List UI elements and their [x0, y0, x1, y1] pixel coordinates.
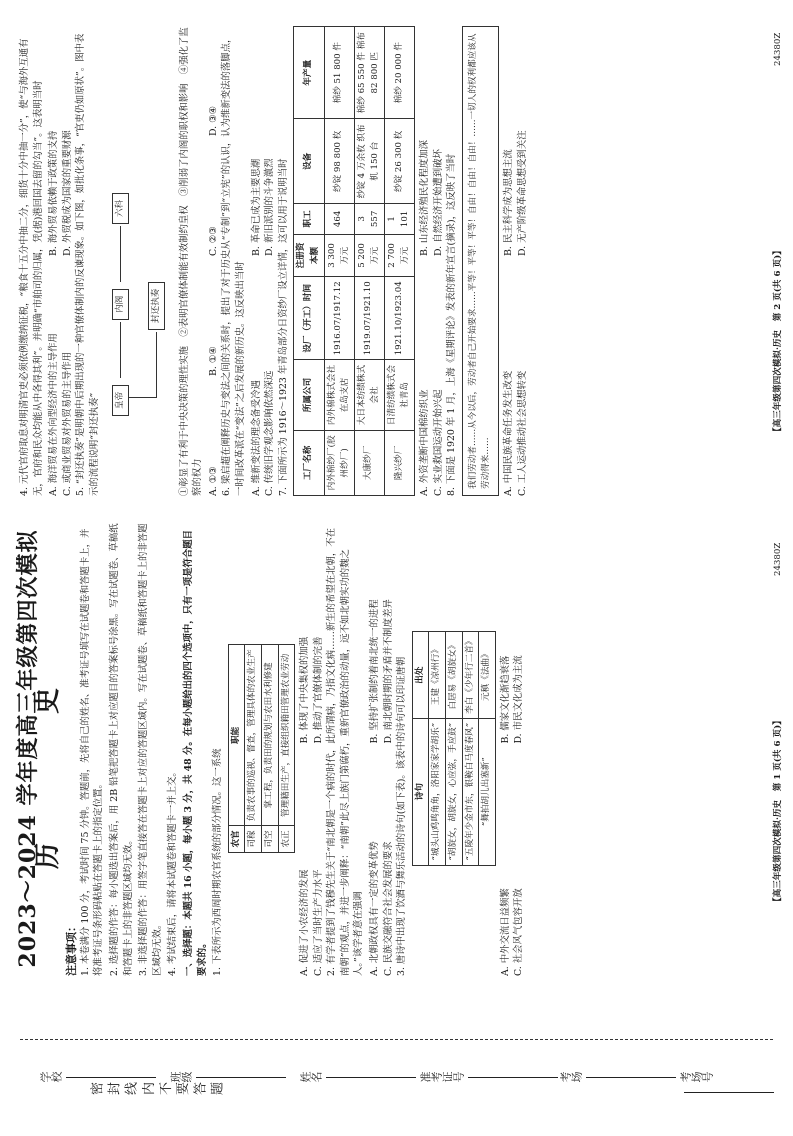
option-c[interactable]: C. 工人运动推动社会思想转变 — [516, 370, 528, 496]
table-header: 农官 — [228, 826, 245, 852]
option-c[interactable]: C. 社会风气包容开放 — [513, 888, 525, 976]
table-row — [479, 632, 496, 865]
q2-stem: 2. 有学者提到了钱穆先生关于“南北朝是一个病的时代，此所谓病，乃指文化病……新生的希望在北朝，不在南朝”的观点，并进一步阐释：“南朝”此尽上族门第腐朽，重新官僚政治的动量，远不如北朝实功的魏之人。”该学者意在强调 — [326, 528, 365, 976]
option-c[interactable]: C. 实业救国运动开始兴起 — [432, 389, 444, 496]
option-d[interactable]: D. 南北朝时期的矛盾并不制度差异 — [382, 599, 394, 744]
field-school[interactable] — [40, 1070, 156, 1130]
option-b[interactable]: B. 海外贸易依赖于政策的支持 — [48, 130, 60, 256]
option-a[interactable]: A. 海洋贸易在外向型经济中的主导作用 — [48, 333, 60, 496]
option-b[interactable]: B. 革命已成为主要思潮 — [250, 158, 262, 256]
field-label: 姓名 — [300, 1071, 322, 1084]
q1-stem: 1. 下表所示为西周时期农官系统的部分情况。这一系统 — [212, 748, 224, 976]
q5-choices: ①彰显了有利于中央决策的理性实施 ②表明官僚体制能有效制约皇权 ③削弱了内阁的职权和影响 ④强化了监察的权力 — [178, 27, 204, 496]
table-cell: 大日本纺绩株式会社 — [354, 360, 384, 430]
table-cell: 隆兴纱厂 — [384, 430, 414, 495]
note-item: 4. 考试结束后，请将本试题卷和答题卡一并上交。 — [167, 767, 179, 976]
table-cell: 内外棉纱厂(胶州纱厂) — [324, 430, 354, 495]
q8-options — [502, 26, 529, 496]
fold-char: 题 — [209, 1083, 223, 1098]
field-label: 考场 — [560, 1071, 582, 1084]
option-d[interactable]: D. 市民文化成为主流 — [513, 655, 525, 744]
note-item: 3. 非选择题的作答：用签字笔直接答在答题卡上对应的答题区域内。写在试题卷、草稿纸和答题卡上的非答题区域均无效。 — [138, 523, 163, 976]
table-header: 所属公司 — [294, 360, 324, 430]
option-d[interactable]: D. ③④ — [207, 106, 219, 136]
table-row — [384, 27, 414, 496]
table-header: 年产量 — [294, 27, 324, 119]
q3-stem: 3. 唐诗中出现了饮酒与舞乐活动的诗句(如下表)。该表中的诗句可以印证唐朝 — [396, 656, 408, 976]
option-a[interactable]: A. 促进了小农经济的发展 — [299, 869, 311, 976]
page-2-code: 24380Z — [773, 32, 783, 66]
q7-options — [418, 26, 445, 496]
table-row — [354, 27, 384, 496]
option-a[interactable]: A. 维新变法的理念备受冷遇 — [250, 380, 262, 496]
fold-line — [20, 1039, 773, 1040]
q6-stem: 6. 梁启超在阐释历史与变法之间的关系时，提出了对于历史从“专制”到“立宪”的认识，认为维新变法的落脚点，一时间改革派在“变法”之后发展的新历史。这反映出当时 — [221, 33, 246, 496]
option-b[interactable]: B. 山东经济殖民化程度加深 — [419, 140, 431, 256]
student-info-fields — [0, 1066, 793, 1136]
table-row — [245, 645, 262, 852]
table-cell: “舞拍胡儿出塞新” — [479, 718, 496, 865]
q4-stem: 4. 元代官府取息对明清官吏必须依例缴纳征税，“粮食十五分中抽二分，细货十分中抽一分”，使“与海外互通有无，官府和民众均能从中各得其利”。并明确“市舶司的归属，凭(据)港回国去留的勾当”。这表明当时 — [19, 38, 44, 496]
table-cell: 负责农事的巡视、督查，管理具体的农业生产 — [245, 645, 262, 826]
table-header: 诗句 — [412, 718, 429, 865]
page-2-footer: 【高三年级第四次模拟·历史 第 2 页(共 6 页)】 — [773, 246, 783, 436]
page-1-code: 24380Z — [773, 542, 783, 576]
field-exam-room-number[interactable] — [680, 1070, 793, 1130]
table-cell: 棉纱 65 550 件 棉布 82 800 匹 — [354, 27, 384, 119]
table-row — [261, 645, 278, 852]
field-class[interactable] — [170, 1070, 286, 1130]
diagram-node: 六科 — [112, 193, 130, 224]
option-c[interactable]: C. ②③ — [207, 226, 219, 256]
q3-table — [412, 631, 496, 865]
table-cell: 日清纺绩株式会社青岛 — [384, 360, 414, 430]
option-b[interactable]: B. ①④ — [207, 346, 219, 376]
fold-char: 密 — [90, 1083, 103, 1098]
option-a[interactable]: A. 外资垄断中国棉纺织业 — [419, 389, 431, 496]
q5-options — [207, 26, 221, 496]
option-b[interactable]: B. 民主科学成为思想主流 — [503, 149, 515, 256]
option-a[interactable]: A. ①③ — [207, 466, 219, 496]
table-cell: 棉纱 20 000 件 — [384, 27, 414, 119]
table-cell: 李白《少年行二首》 — [462, 632, 479, 718]
table-cell: 1921.10/1923.04 — [384, 277, 414, 360]
q1-options — [298, 521, 325, 976]
option-a[interactable]: A. 中国民族革命任务发生改变 — [503, 370, 515, 496]
table-row — [446, 632, 463, 865]
q5-stem: 5. “封还执奏”是明朝中后期出现的一种官僚体制内的反谏现象。如下图，如批化条事，“官吏仍如原状”。图中表示的流程说明“封还执奏” — [75, 33, 100, 496]
table-cell: 1916.07/1917.12 — [324, 277, 354, 360]
option-d[interactable]: D. 新旧派别的斗争激烈 — [264, 158, 276, 256]
notes-title: 注意事项： — [65, 921, 79, 976]
option-c[interactable]: C. 或商业贸易对外贸易的主导作用 — [61, 351, 73, 496]
table-cell: 棉纱 51 800 件 — [324, 27, 354, 119]
note-item: 2. 选择题的作答：每小题选出答案后，用 2B 铅笔把答题卡上对应题目的答案标号涂黑。写在试题卷、草稿纸和答题卡上的非答题区域均无效。 — [108, 523, 134, 976]
q8-stem: 8. 下面是 1920 年 1 月，上海《星期评论》发表的新年宣言(摘录)，这反映了当时 — [446, 153, 458, 496]
table-cell: “城头山鸡鸣角角，洛阳家家学胡乐” — [429, 718, 446, 865]
field-label: 准考证号 — [420, 1071, 464, 1084]
option-c[interactable]: C. 传统旧学观念影响依然深远 — [264, 370, 276, 496]
table-cell: 司稼 — [245, 826, 262, 852]
table-header: 设厂（开工）时间 — [294, 277, 324, 360]
table-cell: 纱锭 26 300 枚 — [384, 119, 414, 204]
option-b[interactable]: B. 儒家文化渐趋衰落 — [499, 655, 511, 744]
q7-table — [293, 26, 415, 496]
q5-flow-diagram — [106, 26, 174, 496]
option-c[interactable]: C. 民族交融符合社会发展的要求 — [382, 841, 394, 976]
table-header: 职工 — [294, 204, 324, 234]
option-a[interactable]: A. 中外交流日益频繁 — [499, 888, 511, 976]
q4-options — [47, 26, 74, 496]
table-cell: 3 557 — [354, 204, 384, 234]
diagram-node: 内阁 — [112, 289, 130, 320]
q8-quote-box: 我们劳动者……从今以后，劳动者自己开始要求……平等！平等！平等！自由！自由！自由！……一切人的权利都应该从劳动得来…… — [462, 26, 499, 496]
section-1-heading: 一、选择题：本题共 16 小题，每小题 3 分，共 48 分。在每小题给出的四个选项中，只有一项是符合题目要求的。 — [182, 530, 208, 976]
table-cell: 元稹《法曲》 — [479, 632, 496, 718]
exam-title: 2023～2024 学年度高三年级第四次模拟 — [15, 529, 41, 968]
table-cell: 3 300 万元 — [324, 234, 354, 277]
fold-char: 线 — [124, 1083, 138, 1098]
option-b[interactable]: B. 体现了中央集权的加强 — [299, 636, 311, 744]
table-cell: 2 700 万元 — [384, 234, 414, 277]
fold-char: 不 — [158, 1083, 172, 1098]
q2-options — [368, 521, 395, 976]
q6-options — [250, 26, 277, 496]
table-row — [324, 27, 354, 496]
option-d[interactable]: D. 无产阶级革命思想受到关注 — [516, 130, 528, 256]
q1-table — [228, 644, 295, 852]
diagram-arrow — [120, 322, 121, 378]
table-cell: 内外棉株式会社在岛支店 — [324, 360, 354, 430]
q3-options — [499, 521, 526, 976]
table-cell: 纱锭 4 万余枚 织布机 150 台 — [354, 119, 384, 204]
table-cell: “五陵年少金市东，银鞍白马度春风” — [462, 718, 479, 865]
field-ticket-number[interactable] — [420, 1070, 558, 1130]
fold-char: 封 — [107, 1083, 121, 1098]
table-cell: 纱锭 98 800 枚 — [324, 119, 354, 204]
table-cell: 掌工程，负责田的规划与农田水利修建 — [261, 645, 278, 826]
diagram-node: 封还执奏 — [148, 282, 166, 330]
diagram-arrow — [128, 397, 156, 398]
option-d[interactable]: D. 推动了官僚体制的完善 — [312, 636, 324, 744]
diagram-arrow — [120, 226, 121, 282]
subject-title: 历 史 — [32, 627, 63, 870]
option-b[interactable]: B. 坚持扩张制约着南北统一的进程 — [369, 599, 381, 744]
table-cell: 464 — [324, 204, 354, 234]
diagram-arrow — [156, 332, 157, 398]
page-2-column — [18, 26, 529, 496]
table-cell: 大康纱厂 — [354, 430, 384, 495]
option-d[interactable]: D. 自然经济开始遭到破坏 — [432, 149, 444, 256]
q7-stem: 7. 下面所示为 1916～1923 年青岛部分日资纱厂设立详情，这可以用于说明当时 — [277, 158, 289, 496]
table-cell: 5 200 万元 — [354, 234, 384, 277]
table-cell: 农正 — [278, 826, 295, 852]
page-1-footer: 【高三年级第四次模拟·历史 第 1 页(共 6 页)】 — [773, 716, 783, 906]
table-cell: 司空 — [261, 826, 278, 852]
field-name[interactable] — [300, 1070, 416, 1130]
binding-margin — [0, 986, 793, 1136]
table-row — [278, 645, 295, 852]
table-cell: 管理籍田生产，直接组织籍田管理农业劳动 — [278, 645, 295, 826]
option-c[interactable]: C. 适应了当时生产力水平 — [312, 869, 324, 976]
field-label: 学校 — [40, 1071, 62, 1084]
table-cell: 白居易《胡旋女》 — [446, 632, 463, 718]
fold-char: 要 — [175, 1083, 189, 1098]
table-row — [462, 632, 479, 865]
table-header: 职能 — [228, 645, 245, 826]
option-a[interactable]: A. 北朝政权具有一定的变革优势 — [369, 841, 381, 976]
table-cell: “胡旋女，胡旋女，心应弦，手应鼓” — [446, 718, 463, 865]
field-exam-room[interactable] — [560, 1070, 676, 1130]
field-label: 班级 — [170, 1071, 192, 1084]
option-d[interactable]: D. 外贸税成为国家的重要财源 — [61, 130, 73, 256]
table-header: 注册资本额 — [294, 234, 324, 277]
fold-char: 内 — [141, 1083, 155, 1098]
table-header: 工厂名称 — [294, 430, 324, 495]
table-cell: 1919.07/1921.10 — [354, 277, 384, 360]
fold-char: 答 — [192, 1083, 206, 1098]
table-header: 出处 — [412, 632, 429, 718]
table-header: 设备 — [294, 119, 324, 204]
note-item: 1. 本卷满分 100 分，考试时间 75 分钟。答题前，先将自己的姓名、准考证号填写在试题卷和答题卡上，并将准考证号条形码粘贴在答题卡上的指定位置。 — [79, 528, 105, 976]
table-cell: 1 101 — [384, 204, 414, 234]
field-label: 考场号 — [680, 1071, 713, 1084]
table-row — [429, 632, 446, 865]
diagram-node: 皇帝 — [112, 385, 130, 416]
table-cell: 王建《凉州行》 — [429, 632, 446, 718]
page-1-column — [15, 521, 526, 976]
